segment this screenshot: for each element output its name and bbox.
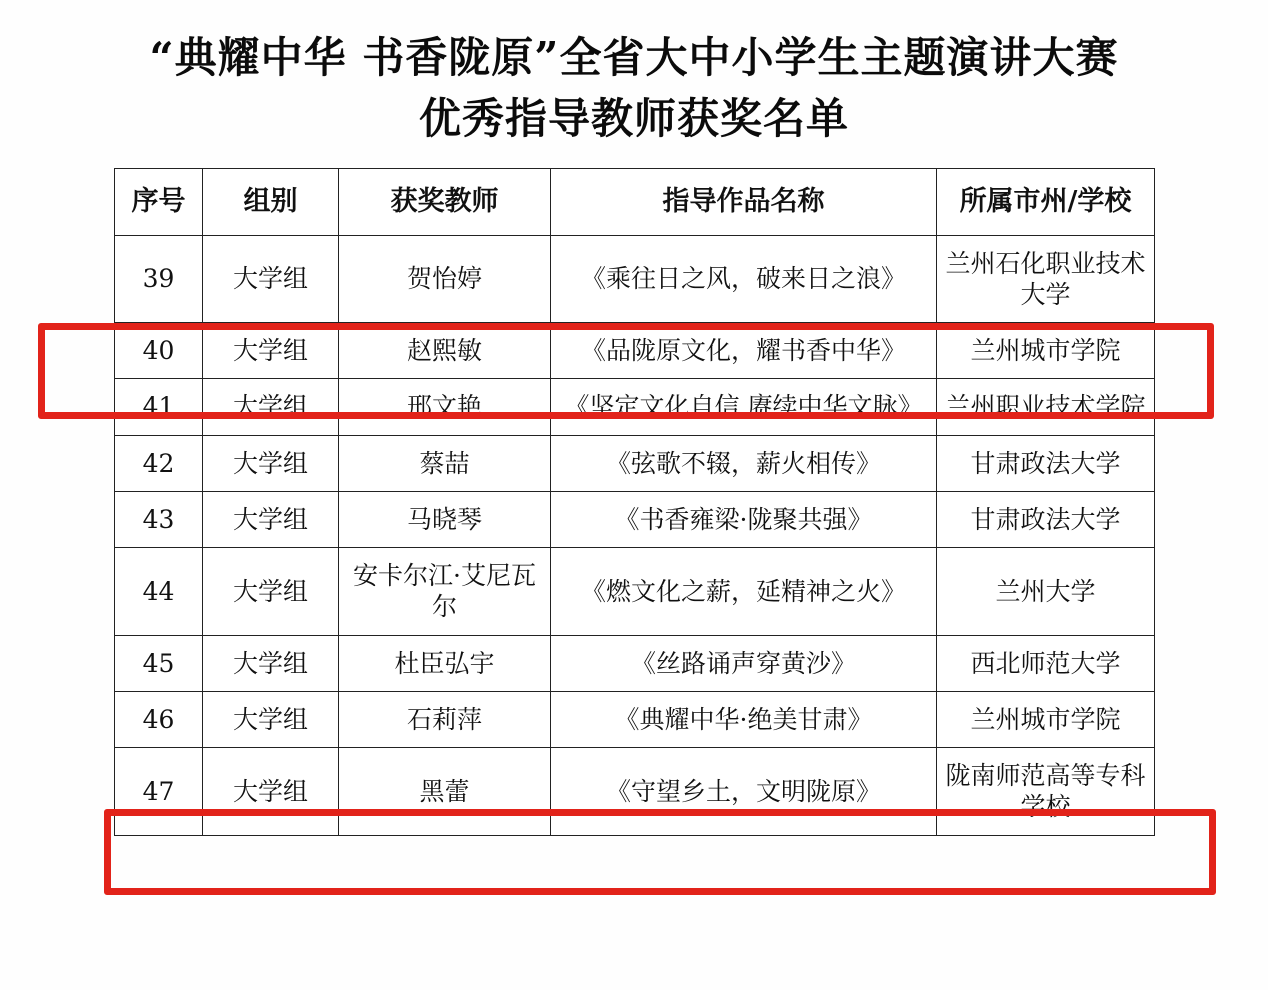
cell-group: 大学组: [203, 323, 339, 379]
cell-school: 兰州城市学院: [937, 691, 1155, 747]
cell-index: 42: [115, 435, 203, 491]
cell-teacher: 杜臣弘宇: [339, 635, 551, 691]
column-header-group: 组别: [203, 168, 339, 235]
cell-teacher: 安卡尔江·艾尼瓦尔: [339, 548, 551, 636]
cell-work: 《乘往日之风，破来日之浪》: [551, 235, 937, 323]
cell-index: 44: [115, 548, 203, 636]
cell-index: 39: [115, 235, 203, 323]
column-header-index: 序号: [115, 168, 203, 235]
cell-school: 甘肃政法大学: [937, 491, 1155, 547]
awards-table-container: [114, 168, 1154, 836]
table-row: [115, 491, 1155, 547]
cell-group: 大学组: [203, 748, 339, 836]
cell-group: 大学组: [203, 379, 339, 435]
cell-work: 《燃文化之薪，延精神之火》: [551, 548, 937, 636]
cell-teacher: 贺怡婷: [339, 235, 551, 323]
title-line-2: 优秀指导教师获奖名单: [418, 93, 849, 143]
cell-teacher: 马晓琴: [339, 491, 551, 547]
cell-work: 《弦歌不辍，薪火相传》: [551, 435, 937, 491]
cell-group: 大学组: [203, 235, 339, 323]
document-title: [0, 0, 1268, 150]
cell-teacher: 蔡喆: [339, 435, 551, 491]
cell-teacher: 赵熙敏: [339, 323, 551, 379]
cell-teacher: 邢文艳: [339, 379, 551, 435]
table-header-row: [115, 168, 1155, 235]
cell-index: 41: [115, 379, 203, 435]
cell-school: 兰州大学: [937, 548, 1155, 636]
table-row: [115, 635, 1155, 691]
table-body: [115, 235, 1155, 835]
cell-teacher: 黑蕾: [339, 748, 551, 836]
table-row: [115, 435, 1155, 491]
cell-work: 《坚定文化自信 赓续中华文脉》: [551, 379, 937, 435]
cell-index: 47: [115, 748, 203, 836]
cell-work: 《守望乡土，文明陇原》: [551, 748, 937, 836]
table-row: [115, 748, 1155, 836]
cell-school: 兰州职业技术学院: [937, 379, 1155, 435]
cell-school: 陇南师范高等专科学校: [937, 748, 1155, 836]
cell-work: 《典耀中华·绝美甘肃》: [551, 691, 937, 747]
cell-work: 《品陇原文化，耀书香中华》: [551, 323, 937, 379]
cell-group: 大学组: [203, 635, 339, 691]
title-line-1: “典耀中华 书香陇原”全省大中小学生主题演讲大赛: [149, 33, 1119, 82]
column-header-school: 所属市州/学校: [937, 168, 1155, 235]
cell-teacher: 石莉萍: [339, 691, 551, 747]
column-header-work: 指导作品名称: [551, 168, 937, 235]
cell-school: 兰州石化职业技术大学: [937, 235, 1155, 323]
table-row: [115, 323, 1155, 379]
cell-work: 《丝路诵声穿黄沙》: [551, 635, 937, 691]
cell-group: 大学组: [203, 435, 339, 491]
column-header-teacher: 获奖教师: [339, 168, 551, 235]
cell-index: 45: [115, 635, 203, 691]
cell-group: 大学组: [203, 548, 339, 636]
awards-table: [114, 168, 1155, 836]
table-header: [115, 168, 1155, 235]
table-row: [115, 691, 1155, 747]
cell-group: 大学组: [203, 691, 339, 747]
table-row: [115, 235, 1155, 323]
cell-school: 兰州城市学院: [937, 323, 1155, 379]
cell-work: 《书香雍梁·陇聚共强》: [551, 491, 937, 547]
cell-index: 40: [115, 323, 203, 379]
cell-school: 甘肃政法大学: [937, 435, 1155, 491]
cell-school: 西北师范大学: [937, 635, 1155, 691]
cell-group: 大学组: [203, 491, 339, 547]
cell-index: 46: [115, 691, 203, 747]
cell-index: 43: [115, 491, 203, 547]
table-row: [115, 548, 1155, 636]
table-row: [115, 379, 1155, 435]
